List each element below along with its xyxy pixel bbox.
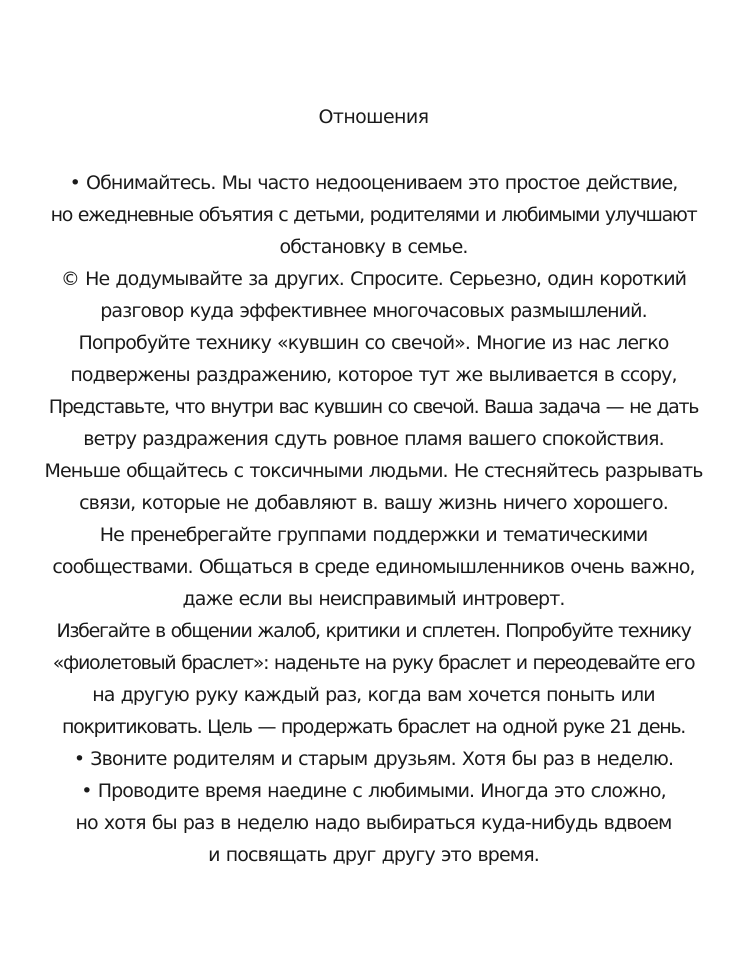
text-line: • Проводите время наедине с любимыми. Иногда это сложно, xyxy=(81,780,666,802)
text-line: подвержены раздражению, которое тут же выливается в ссору, xyxy=(70,364,677,386)
text-line: Не пренебрегайте группами поддержки и тематическими xyxy=(99,524,648,546)
text-line: на другую руку каждый раз, когда вам хочется поныть или xyxy=(92,684,655,706)
text-line: даже если вы неисправимый интроверт. xyxy=(182,588,565,610)
text-line: Представьте, что внутри вас кувшин со свечой. Ваша задача — не дать xyxy=(48,396,699,418)
text-line: сообществами. Общаться в среде единомышленников очень важно, xyxy=(52,556,695,578)
text-line: но хотя бы раз в неделю надо выбираться куда-нибудь вдвоем xyxy=(75,812,672,834)
text-line: © Не додумывайте за других. Спросите. Серьезно, один короткий xyxy=(60,268,687,290)
page-title: Отношения xyxy=(318,106,429,128)
text-line: • Обнимайтесь. Мы часто недооцениваем это простое действие, xyxy=(69,172,678,194)
text-line: Попробуйте технику «кувшин со свечой». Многие из нас легко xyxy=(78,332,669,354)
text-line: Меньше общайтесь с токсичными людьми. Не стесняйтесь разрывать xyxy=(44,460,703,482)
body-text xyxy=(10,167,737,871)
text-line: но ежедневные объятия с детьми, родителями и любимыми улучшают xyxy=(50,204,697,226)
text-line: ветру раздражения сдуть ровное пламя вашего спокойствия. xyxy=(83,428,664,450)
text-line: и посвящать друг другу это время. xyxy=(208,844,539,866)
text-line: • Звоните родителям и старым друзьям. Хотя бы раз в неделю. xyxy=(73,748,674,770)
text-line: связи, которые не добавляют в. вашу жизнь ничего хорошего. xyxy=(79,492,668,514)
text-line: покритиковать. Цель — продержать браслет на одной руке 21 день. xyxy=(62,716,685,738)
text-line: обстановку в семье. xyxy=(279,236,468,258)
text-line: «фиолетовый браслет»: наденьте на руку браслет и переодевайте его xyxy=(52,652,695,674)
text-line: Избегайте в общении жалоб, критики и сплетен. Попробуйте технику xyxy=(56,620,691,642)
text-line: разговор куда эффективнее многочасовых размышлений. xyxy=(100,300,647,322)
